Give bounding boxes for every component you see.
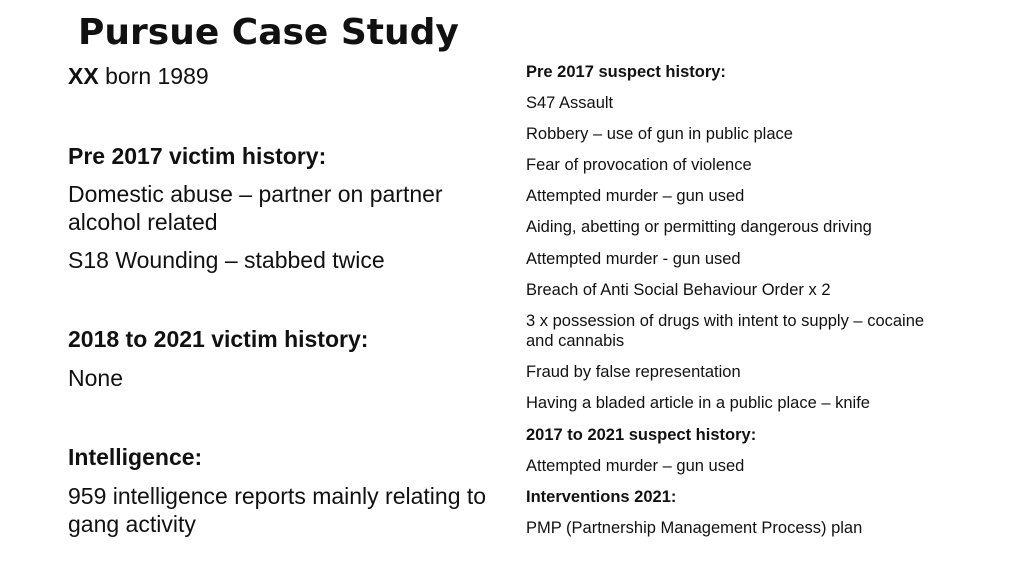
suspect-item: Robbery – use of gun in public place <box>526 125 793 144</box>
suspect-item: Aiding, abetting or permitting dangerous driving <box>526 218 872 237</box>
slide-title: Pursue Case Study <box>78 12 459 53</box>
suspect-item: Fear of provocation of violence <box>526 156 752 175</box>
suspect-history-column <box>526 62 926 549</box>
pre2017-victim-heading: Pre 2017 victim history: <box>68 143 327 169</box>
subject-line <box>68 62 488 90</box>
suspect-item: Having a bladed article in a public place – knife <box>526 394 870 413</box>
victim-item: S18 Wounding – stabbed twice <box>68 247 385 273</box>
subject-birth: born 1989 <box>98 63 209 89</box>
suspect-item: Attempted murder – gun used <box>526 456 745 475</box>
victim-item: Domestic abuse – partner on partner alcohol related <box>68 181 443 235</box>
suspect-item: S47 Assault <box>526 94 614 113</box>
intelligence-item: 959 intelligence reports mainly relating to gang activity <box>68 483 487 537</box>
victim-item: None <box>68 365 123 391</box>
suspect-item: Fraud by false representation <box>526 363 741 382</box>
victim-2018-2021-heading: 2018 to 2021 victim history: <box>68 326 369 352</box>
pre2017-suspect-heading: Pre 2017 suspect history: <box>526 63 726 81</box>
suspect-item: 3 x possession of drugs with intent to supply – cocaine and cannabis <box>526 311 925 351</box>
suspect-item: Attempted murder – gun used <box>526 187 745 206</box>
intervention-item: PMP (Partnership Management Process) plan <box>526 518 863 537</box>
intelligence-heading: Intelligence: <box>68 444 203 470</box>
interventions-heading: Interventions 2021: <box>526 487 677 506</box>
victim-history-column <box>68 62 488 538</box>
subject-id: XX <box>68 63 99 89</box>
suspect-2017-2021-heading: 2017 to 2021 suspect history: <box>526 425 757 444</box>
suspect-item: Breach of Anti Social Behaviour Order x 2 <box>526 280 831 299</box>
suspect-item: Attempted murder - gun used <box>526 249 741 268</box>
